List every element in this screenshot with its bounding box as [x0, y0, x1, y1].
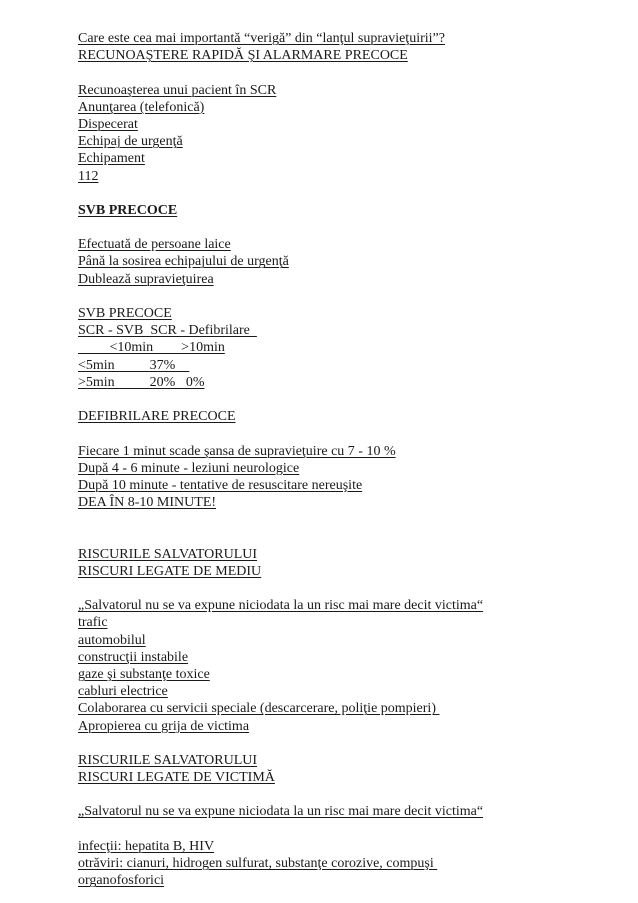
list-item: DEA ÎN 8-10 MINUTE! — [78, 495, 217, 511]
list-item: Dispecerat — [78, 116, 138, 132]
list-item: Colaborarea cu servicii speciale (descarcerare, poliţie pompieri) — [78, 701, 440, 717]
table-row: <5min 37% — [78, 357, 190, 373]
list-item: Fiecare 1 minut scade şansa de supravieţuire cu 7 - 10 % — [78, 443, 396, 459]
spacer — [78, 288, 618, 305]
document-page — [78, 30, 618, 889]
section-heading-rescuer-risks-2: RISCURILE SALVATORULUI — [78, 752, 258, 768]
list-item: Echipaj de urgenţă — [78, 134, 183, 150]
list-item: automobilul — [78, 632, 146, 648]
section-heading-svb: SVB PRECOCE — [78, 306, 172, 321]
spacer — [78, 185, 618, 202]
list-item: organofosforici — [78, 873, 165, 889]
list-item: Recunoaşterea unui pacient în SCR — [78, 82, 277, 98]
list-item: gaze şi substanţe toxice — [78, 666, 210, 682]
spacer — [78, 425, 618, 442]
spacer — [78, 786, 618, 803]
list-item: Până la sosirea echipajului de urgenţă — [78, 254, 289, 270]
section-subheading-victim: RISCURI LEGATE DE VICTIMĂ — [78, 770, 275, 786]
spacer — [78, 821, 618, 838]
section-heading-defibrillation: DEFIBRILARE PRECOCE — [78, 409, 236, 425]
list-item: Apropierea cu grija de victima — [78, 718, 250, 734]
section-heading-recognition: RECUNOAŞTERE RAPIDĂ ŞI ALARMARE PRECOCE — [78, 48, 408, 64]
list-item: Efectuată de persoane laice — [78, 237, 231, 253]
spacer — [78, 735, 618, 752]
quote-line: „Salvatorul nu se va expune niciodata la un risc mai mare decit victima“ — [78, 598, 484, 614]
list-item: construcţii instabile — [78, 649, 189, 665]
table-row: >5min 20% 0% — [78, 374, 205, 390]
list-item: După 4 - 6 minute - leziuni neurologice — [78, 460, 300, 476]
list-item: 112 — [78, 168, 99, 184]
table-row: <10min >10min — [78, 340, 225, 356]
spacer — [78, 219, 618, 236]
spacer — [78, 580, 618, 597]
quote-line: „Salvatorul nu se va expune niciodata la un risc mai mare decit victima“ — [78, 804, 484, 820]
list-item: trafic — [78, 615, 108, 631]
list-item: După 10 minute - tentative de resuscitare nereuşite — [78, 477, 363, 493]
spacer — [78, 511, 618, 545]
section-subheading-environment: RISCURI LEGATE DE MEDIU — [78, 563, 262, 579]
list-item: Echipament — [78, 151, 145, 167]
section-heading-svb-bold: SVB PRECOCE — [78, 202, 178, 218]
list-item: Dublează supravieţuirea — [78, 271, 214, 287]
question-line: Care este cea mai importantă “verigă” din “lanţul supravieţuirii”? — [78, 31, 445, 46]
section-heading-rescuer-risks: RISCURILE SALVATORULUI — [78, 546, 258, 562]
table-row: SCR - SVB SCR - Defibrilare — [78, 323, 257, 339]
list-item: Anunţarea (telefonică) — [78, 99, 205, 115]
spacer — [78, 391, 618, 408]
list-item: infecţii: hepatita B, HIV — [78, 838, 215, 854]
list-item: cabluri electrice — [78, 684, 168, 700]
list-item: otrăviri: cianuri, hidrogen sulfurat, substanţe corozive, compuşi — [78, 856, 438, 872]
spacer — [78, 64, 618, 81]
